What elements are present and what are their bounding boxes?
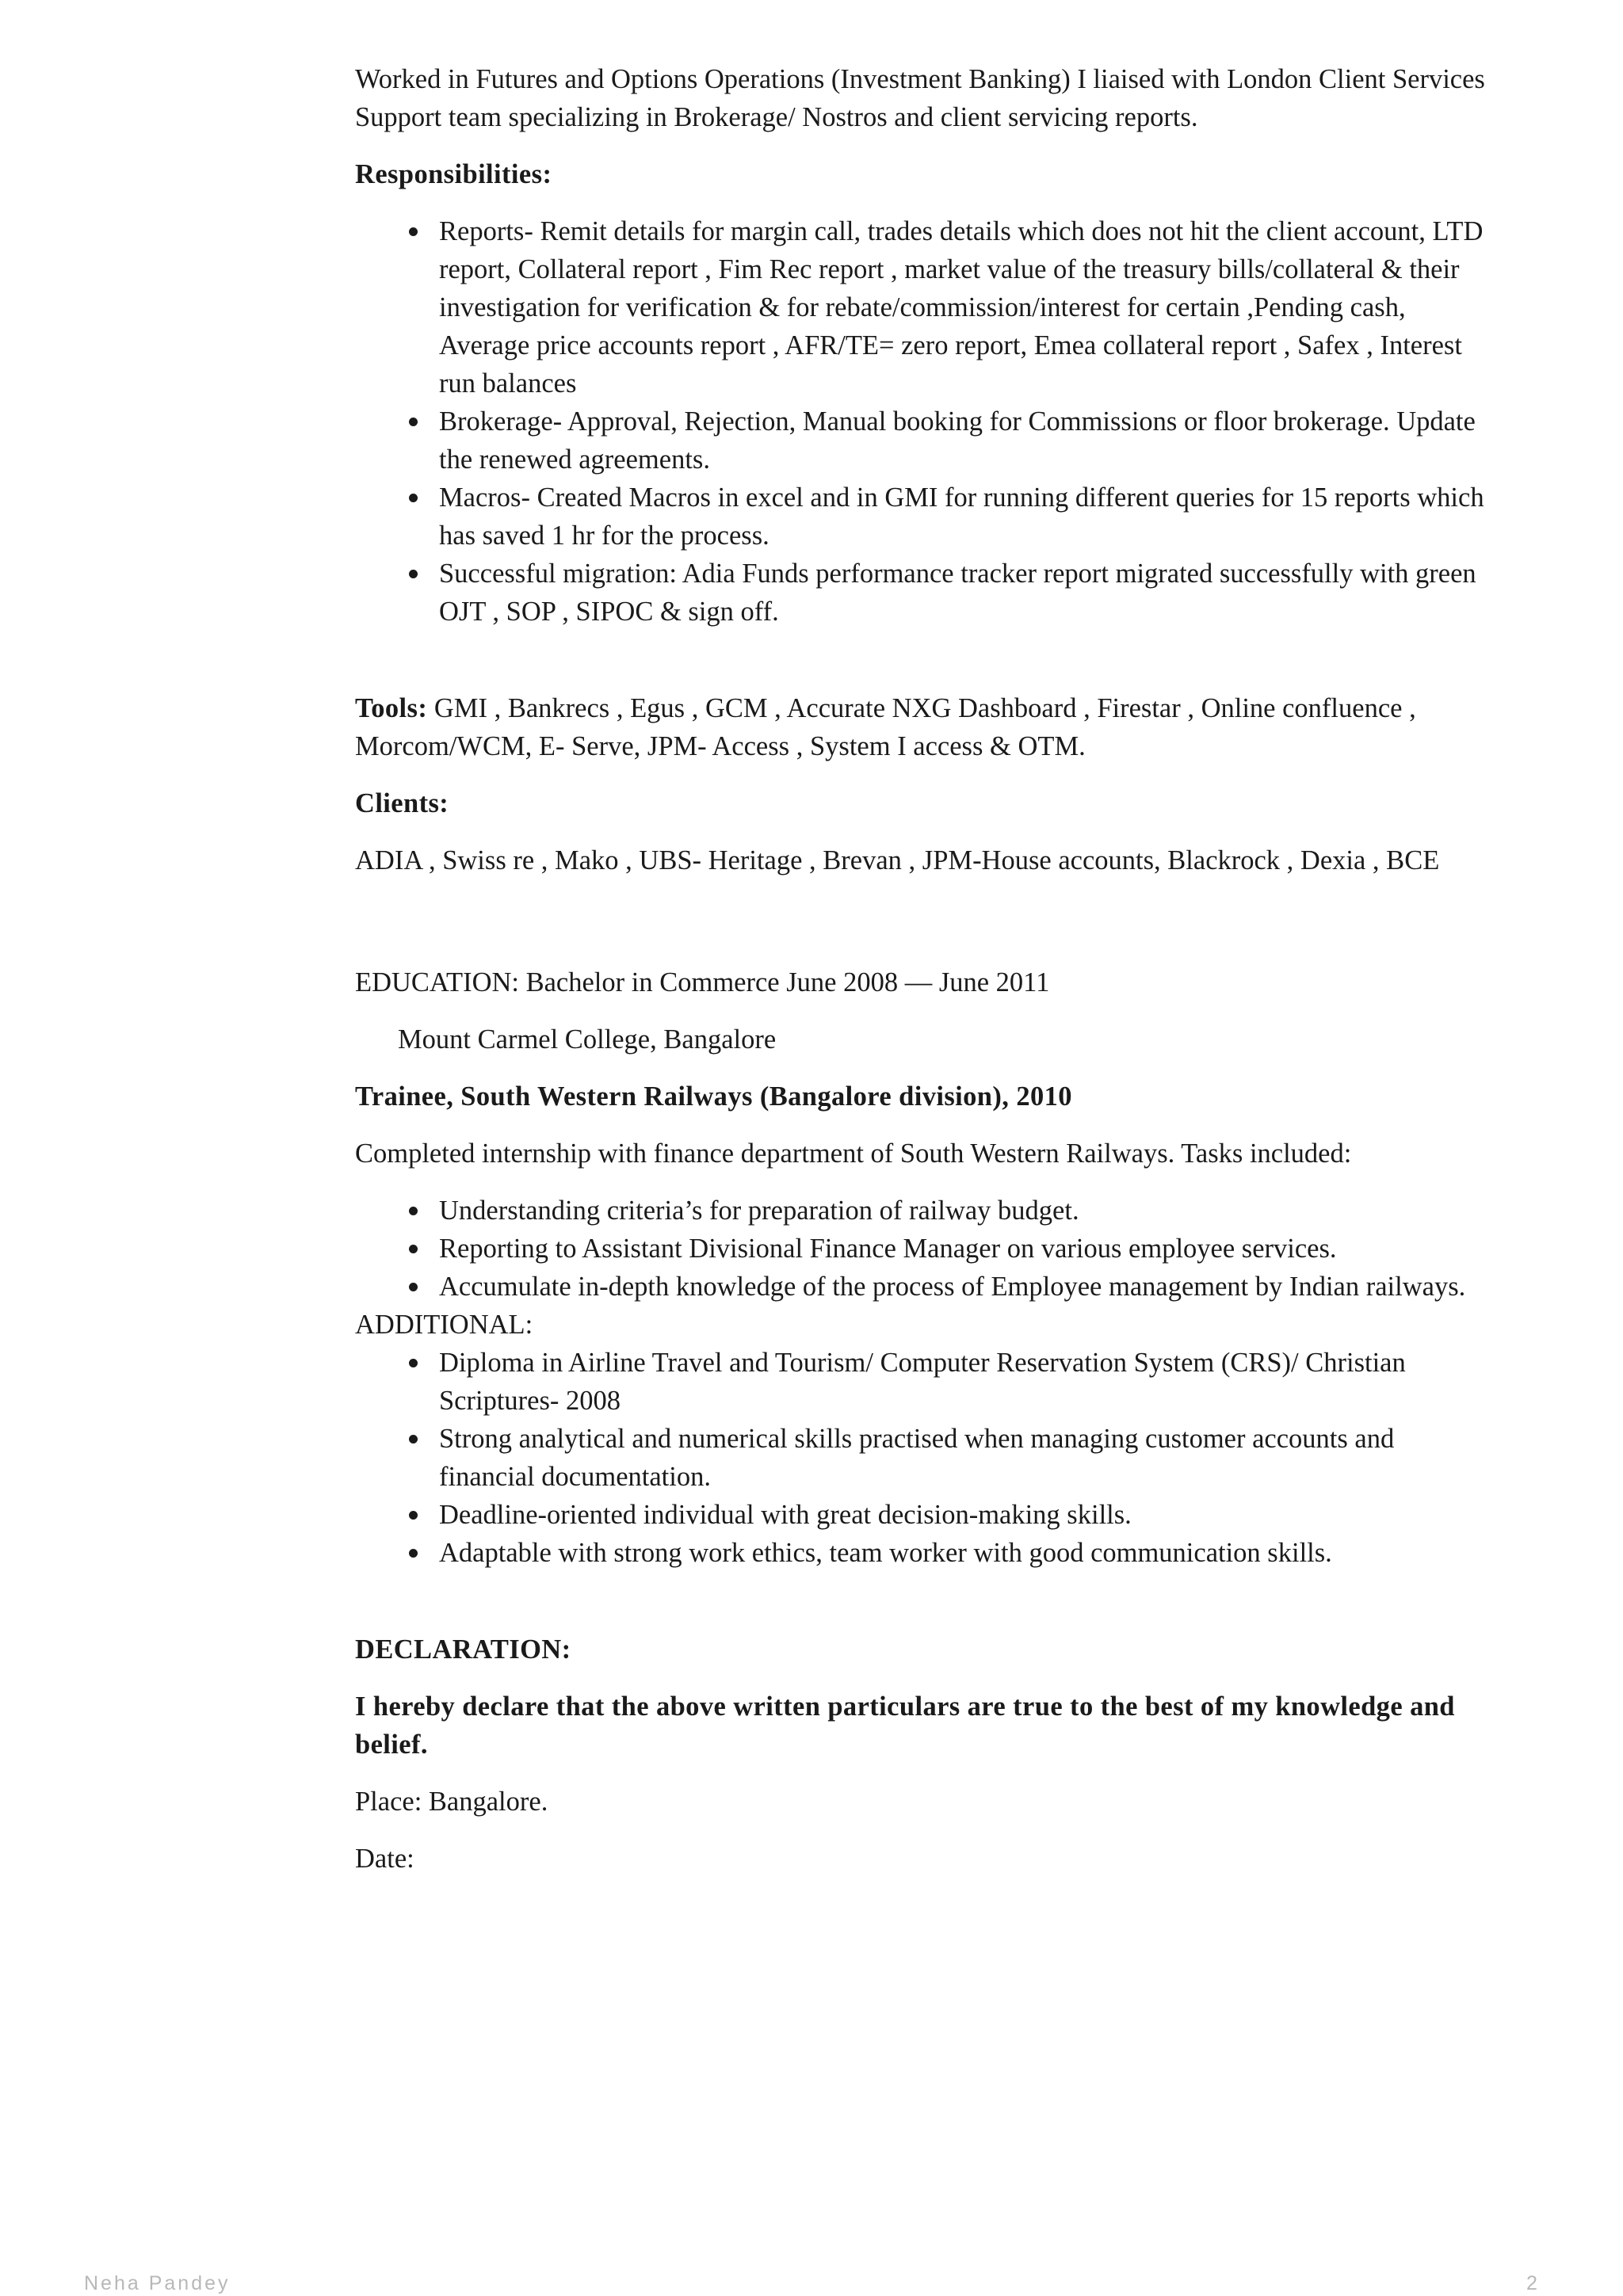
clients-list: ADIA , Swiss re , Mako , UBS- Heritage , Brevan , JPM-House accounts, Blackrock , Dexia , BCE [355,845,1440,875]
clients-heading: Clients: [355,788,449,818]
education-line: EDUCATION: Bachelor in Commerce June 2008 — June 2011 [355,967,1050,997]
list-item: Accumulate in-depth knowledge of the process of Employee management by Indian railways. [439,1268,1496,1306]
responsibilities-list [355,212,1496,631]
declaration-heading: DECLARATION: [355,1634,571,1665]
education-college: Mount Carmel College, Bangalore [398,1024,777,1055]
trainee-intro: Completed internship with finance department of South Western Railways. Tasks included: [355,1138,1352,1169]
tools-paragraph [355,689,1496,765]
footer-page-number: 2 [1526,2272,1537,2294]
list-item: Brokerage- Approval, Rejection, Manual booking for Commissions or floor brokerage. Update the renewed agreements. [439,402,1496,479]
trainee-tasks-list [355,1192,1496,1306]
declaration-place: Place: Bangalore. [355,1787,548,1817]
trainee-heading: Trainee, South Western Railways (Bangalore division), 2010 [355,1081,1072,1112]
resume-page-body [355,60,1496,1878]
list-item: Strong analytical and numerical skills practised when managing customer accounts and financial documentation. [439,1420,1496,1496]
experience-intro: Worked in Futures and Options Operations (Investment Banking) I liaised with London Client Services Support team specializing in Brokerage/ Nostros and client servicing reports. [355,64,1485,132]
declaration-statement: I hereby declare that the above written particulars are true to the best of my knowledge and belief. [355,1691,1455,1760]
list-item: Understanding criteria’s for preparation of railway budget. [439,1192,1496,1230]
tools-text: GMI , Bankrecs , Egus , GCM , Accurate NXG Dashboard , Firestar , Online confluence , Morcom/WCM, E- Serve, JPM- Access , System I access & OTM. [355,693,1416,761]
responsibilities-heading: Responsibilities: [355,159,552,189]
declaration-date: Date: [355,1844,414,1874]
list-item: Deadline-oriented individual with great decision-making skills. [439,1496,1496,1534]
footer-author-name: Neha Pandey [84,2272,231,2294]
list-item: Diploma in Airline Travel and Tourism/ Computer Reservation System (CRS)/ Christian Scriptures- 2008 [439,1344,1496,1420]
tools-label: Tools: [355,693,428,723]
list-item: Adaptable with strong work ethics, team worker with good communication skills. [439,1534,1496,1572]
list-item: Reporting to Assistant Divisional Finance Manager on various employee services. [439,1230,1496,1268]
list-item: Macros- Created Macros in excel and in GMI for running different queries for 15 reports which has saved 1 hr for the process. [439,479,1496,555]
additional-list [355,1344,1496,1572]
list-item: Successful migration: Adia Funds performance tracker report migrated successfully with green OJT , SOP , SIPOC & sign off. [439,555,1496,631]
list-item: Reports- Remit details for margin call, trades details which does not hit the client account, LTD report, Collateral report , Fim Rec report , market value of the treasury bills/collateral & their investigation for verification & for rebate/commission/interest for certain ,Pending cash, Average price accounts report , AFR/TE= zero report, Emea collateral report , Safex , Interest run balances [439,212,1496,402]
additional-heading: ADDITIONAL: [355,1310,533,1340]
